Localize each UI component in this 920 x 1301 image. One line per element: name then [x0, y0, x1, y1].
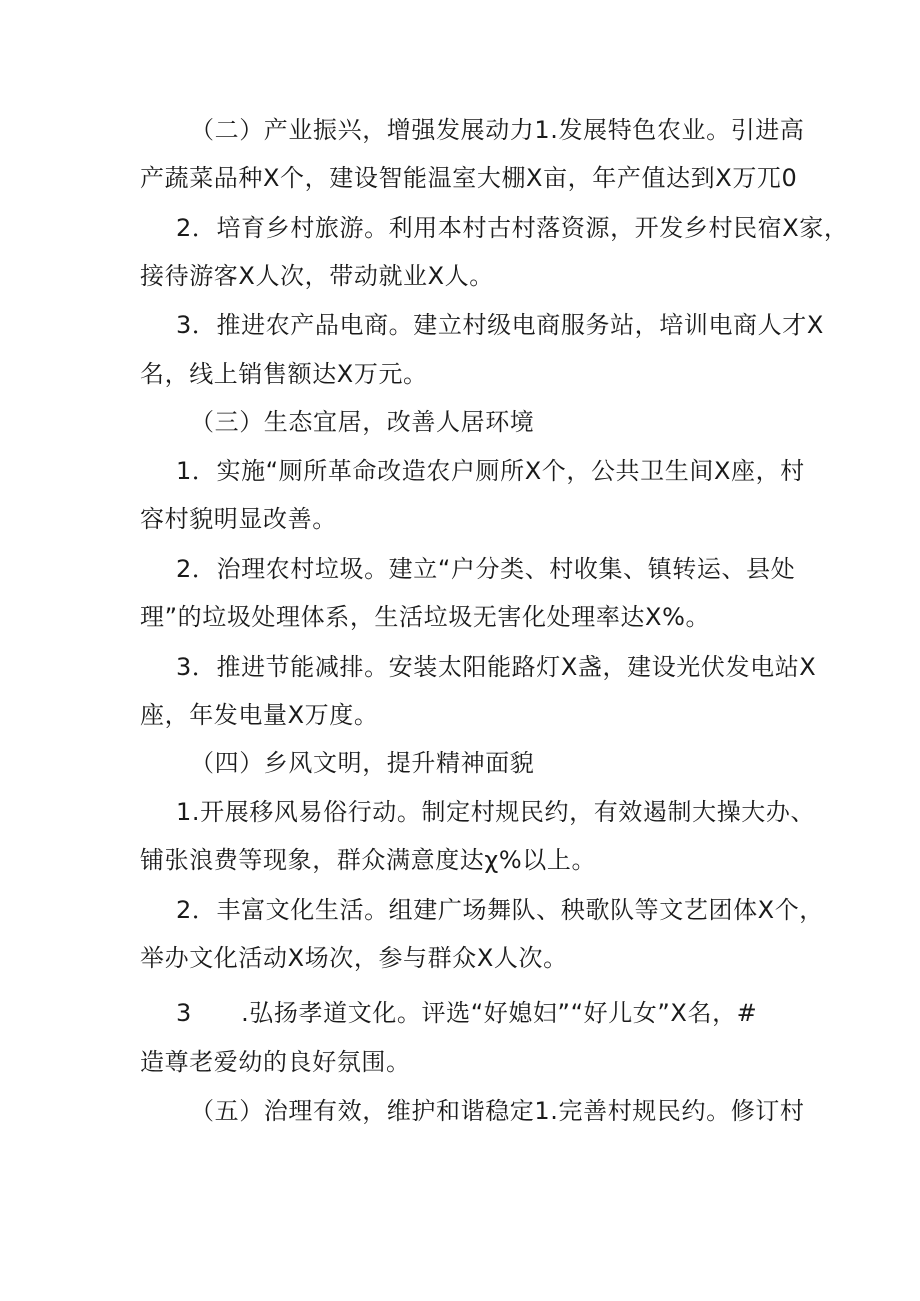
paragraph-line: 举办文化活动X场次，参与群众X人次。: [140, 944, 568, 972]
list-item-cultural-life: 2．丰富文化生活。组建广场舞队、秧歌队等文艺团体X个，: [176, 896, 824, 924]
list-item-garbage: 2．治理农村垃圾。建立“户分类、村收集、镇转运、县处: [176, 555, 796, 583]
paragraph-line: 铺张浪费等现象，群众满意度达χ%以上。: [140, 846, 597, 874]
paragraph-line: 造尊老爱幼的良好氛围。: [140, 1048, 411, 1076]
list-item-customs: 1.开展移风易俗行动。制定村规民约，有效遏制大操大办、: [176, 798, 816, 826]
paragraph-line: 接待游客X人次，带动就业X人。: [140, 262, 494, 290]
section-heading-culture: （四）乡风文明，提升精神面貌: [190, 749, 535, 777]
paragraph-line: 理”的垃圾处理体系，生活垃圾无害化处理率达X%。: [140, 603, 711, 631]
list-item-tourism: 2．培育乡村旅游。利用本村古村落资源，开发乡村民宿X家，: [176, 214, 849, 242]
paragraph-line: 座，年发电量X万度。: [140, 701, 379, 729]
paragraph-line: 容村貌明显改善。: [140, 505, 337, 533]
section-heading-ecology: （三）生态宜居，改善人居环境: [190, 408, 535, 436]
section-heading-industry: （二）产业振兴，增强发展动力1.发展特色农业。引进高: [190, 116, 805, 144]
list-item-filial-piety: 3 .弘扬孝道文化。评选“好媳妇”“好儿女”X名，#: [176, 999, 758, 1027]
paragraph-line: 名，线上销售额达X万元。: [140, 360, 428, 388]
list-item-energy: 3．推进节能减排。安装太阳能路灯X盏，建设光伏发电站X: [176, 653, 817, 681]
section-heading-governance: （五）治理有效，维护和谐稳定1.完善村规民约。修订村: [190, 1097, 805, 1125]
list-item-ecommerce: 3．推进农产品电商。建立村级电商服务站，培训电商人才X: [176, 311, 824, 339]
paragraph-line: 产蔬菜品种X个，建设智能温室大棚X亩，年产值达到X万兀0: [140, 164, 798, 192]
list-item-toilet: 1．实施“厕所革命改造农户厕所X个，公共卫生间X座，村: [176, 457, 805, 485]
